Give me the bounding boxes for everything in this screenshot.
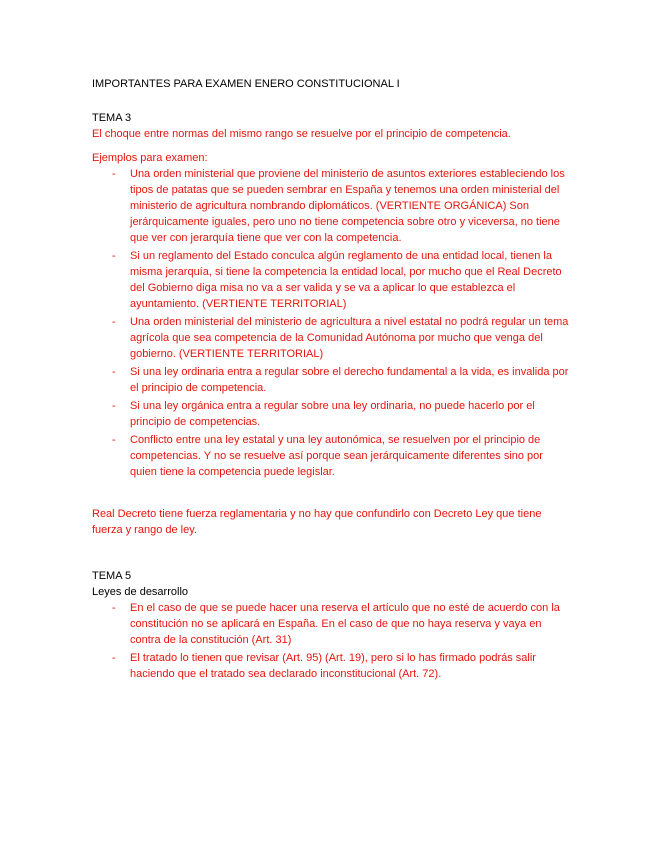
- list-item-text: Una orden ministerial del ministerio de agricultura a nivel estatal no podrá regular un tema agrícola que sea competencia de la Comunidad Autónoma por mucho que venga del gobierno. (VERTIENTE TERRITORIAL): [130, 316, 569, 360]
- list-item-text: Si una ley orgánica entra a regular sobre una ley ordinaria, no puede hacerlo por el principio de competencias.: [130, 400, 535, 428]
- dash-bullet: -: [112, 652, 116, 664]
- leyes-desarrollo-list: [92, 600, 572, 682]
- list-item: [92, 650, 572, 682]
- list-item-text: Una orden ministerial que proviene del ministerio de asuntos exteriores estableciendo los tipos de patatas que se pueden sembrar en España y tenemos una orden ministerial del ministerio de agricultura nombrando diplomáticos. (VERTIENTE ORGÁNICA) Son jerárquicamente iguales, pero uno no tiene competencia sobre otro y viceversa, no tiene que ver con jerarquía tiene que ver con la competencia.: [130, 168, 565, 244]
- list-item: [92, 600, 572, 648]
- dash-bullet: -: [112, 602, 116, 614]
- dash-bullet: -: [112, 400, 116, 412]
- dash-bullet: -: [112, 434, 116, 446]
- list-item: [92, 166, 572, 246]
- list-item: [92, 314, 572, 362]
- dash-bullet: -: [112, 250, 116, 262]
- list-item: [92, 398, 572, 430]
- section-tema-3: [92, 110, 572, 538]
- list-item: [92, 248, 572, 312]
- dash-bullet: -: [112, 316, 116, 328]
- list-item-text: Conflicto entre una ley estatal y una ley autonómica, se resuelven por el principio de competencias. Y no se resuelve así porque sean jerárquicamente diferentes sino por quien tiene la competencia puede legislar.: [130, 434, 543, 478]
- document-page: [92, 76, 572, 684]
- section-tema-5: [92, 568, 572, 682]
- section-heading-tema-3: TEMA 3: [92, 112, 132, 124]
- list-item: [92, 432, 572, 480]
- list-item-text: Si una ley ordinaria entra a regular sobre el derecho fundamental a la vida, es invalida por el principio de competencia.: [130, 366, 569, 394]
- list-item-text: Si un reglamento del Estado conculca algún reglamento de una entidad local, tienen la misma jerarquía, si tiene la competencia la entidad local, por mucho que el Real Decreto del Gobierno diga misa no va a ser valida y se va a aplicar lo que establezca el ayuntamiento. (VERTIENTE TERRITORIAL): [130, 250, 562, 310]
- list-item-text: En el caso de que se puede hacer una reserva el artículo que no esté de acuerdo con la constitución no se aplicará en España. En el caso de que no haya reserva y vaya en contra de la constitución (Art. 31): [130, 602, 560, 646]
- section-intro: El choque entre normas del mismo rango se resuelve por el principio de competencia.: [92, 128, 511, 140]
- section-subheading: Leyes de desarrollo: [92, 586, 189, 598]
- list-item-text: El tratado lo tienen que revisar (Art. 95) (Art. 19), pero si lo has firmado podrás salir haciendo que el tratado sea declarado inconstitucional (Art. 72).: [130, 652, 536, 680]
- section-heading-tema-5: TEMA 5: [92, 570, 132, 582]
- list-item: [92, 364, 572, 396]
- dash-bullet: -: [112, 168, 116, 180]
- document-title: IMPORTANTES PARA EXAMEN ENERO CONSTITUCIONAL I: [92, 78, 400, 90]
- examples-list: [92, 166, 572, 480]
- dash-bullet: -: [112, 366, 116, 378]
- examples-label: Ejemplos para examen:: [92, 152, 208, 164]
- real-decreto-note: Real Decreto tiene fuerza reglamentaria y no hay que confundirlo con Decreto Ley que tiene fuerza y rango de ley.: [92, 508, 542, 536]
